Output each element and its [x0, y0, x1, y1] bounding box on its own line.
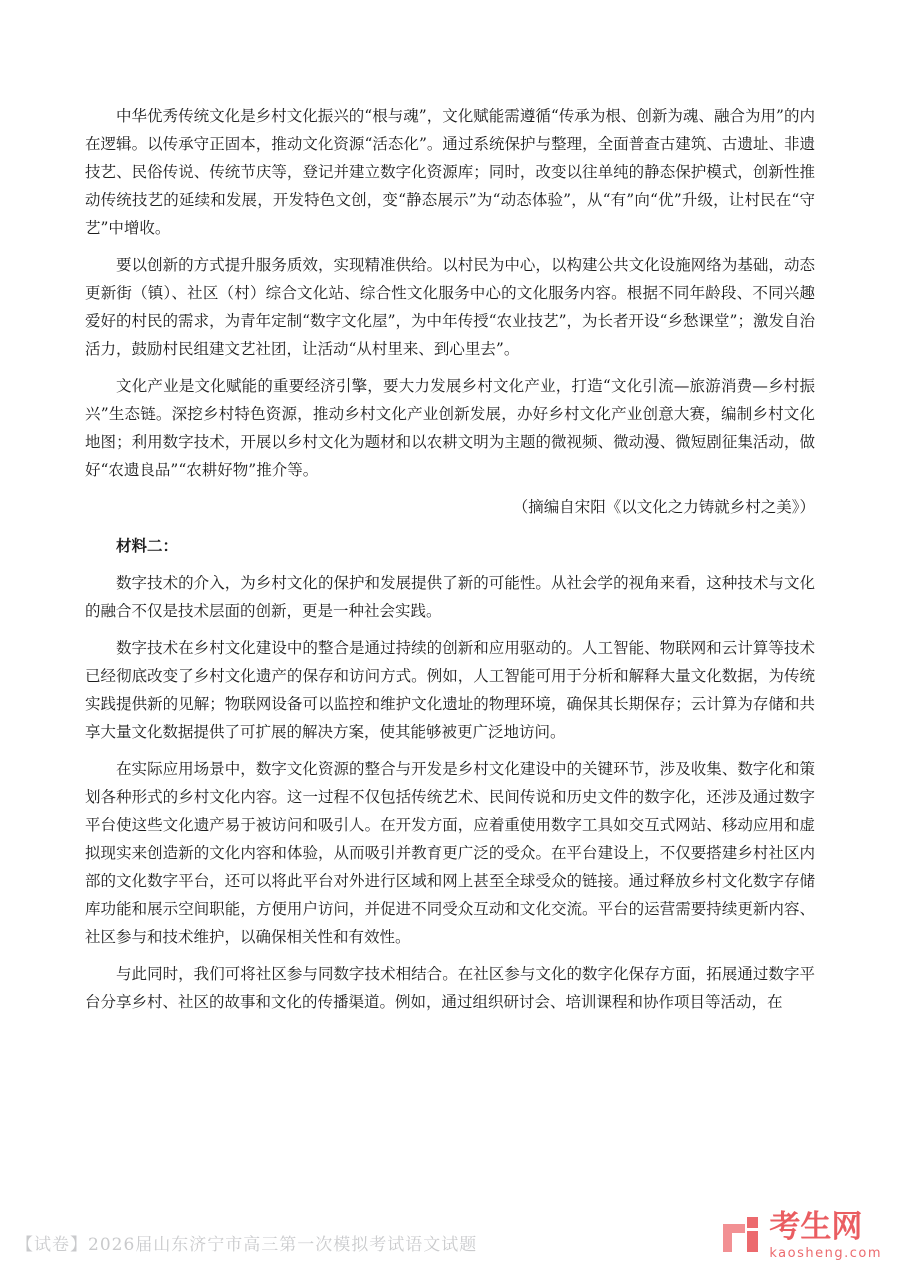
watermark-site-name: 考生网: [769, 1208, 863, 1245]
material-one-paragraph-2: 要以创新的方式提升服务质效，实现精准供给。以村民为中心，以构建公共文化设施网络为基础，动态更新街（镇）、社区（村）综合文化站、综合性文化服务中心的文化服务内容。根据不同年龄段、不同兴趣爱好的村民的需求，为青年定制“数字文化屋”，为中年传授“农业技艺”，为长者开设“乡愁课堂”；激发自治活力，鼓励村民组建文艺社团，让活动“从村里来、到心里去”。: [85, 256, 815, 358]
material-two-heading: 材料二：: [116, 536, 179, 555]
watermark-text-block: [769, 1210, 882, 1261]
footer-exam-title: 【试卷】2026届山东济宁市高三第一次模拟考试语文试题: [16, 1235, 478, 1255]
material-one-paragraph-1: 中华优秀传统文化是乡村文化振兴的“根与魂”，文化赋能需遵循“传承为根、创新为魂、融合为用”的内在逻辑。以传承守正固本，推动文化资源“活态化”。通过系统保护与整理，全面普查古建筑、古遗址、非遗技艺、民俗传说、传统节庆等，登记并建立数字化资源库；同时，改变以往单纯的静态保护模式，创新性推动传统技艺的延续和发展，开发特色文创，变“静态展示”为“动态体验”，从“有”向“优”升级，让村民在“守艺”中增收。: [85, 107, 815, 237]
material-one-attribution: （摘编自宋阳《以文化之力铸就乡村之美》）: [512, 498, 815, 516]
material-one-paragraph-3: 文化产业是文化赋能的重要经济引擎，要大力发展乡村文化产业，打造“文化引流—旅游消费—乡村振兴”生态链。深挖乡村特色资源，推动乡村文化产业创新发展，办好乡村文化产业创意大赛，编制乡村文化地图；利用数字技术，开展以乡村文化为题材和以农耕文明为主题的微视频、微动漫、微短剧征集活动，做好“农遗良品”“农耕好物”推介等。: [85, 377, 815, 479]
kaosheng-watermark: [720, 1210, 882, 1261]
material-two-paragraph-1: 数字技术的介入，为乡村文化的保护和发展提供了新的可能性。从社会学的视角来看，这种技术与文化的融合不仅是技术层面的创新，更是一种社会实践。: [85, 574, 815, 620]
material-two-paragraph-3: 在实际应用场景中，数字文化资源的整合与开发是乡村文化建设中的关键环节，涉及收集、数字化和策划各种形式的乡村文化内容。这一过程不仅包括传统艺术、民间传说和历史文件的数字化，还涉及通过数字平台使这些文化遗产易于被访问和吸引人。在开发方面，应着重使用数字工具如交互式网站、移动应用和虚拟现实来创造新的文化内容和体验，从而吸引并教育更广泛的受众。在平台建设上，不仅要搭建乡村社区内部的文化数字平台，还可以将此平台对外进行区域和网上甚至全球受众的链接。通过释放乡村文化数字存储库功能和展示空间职能，方便用户访问，并促进不同受众互动和文化交流。平台的运营需要持续更新内容、社区参与和技术维护，以确保相关性和有效性。: [85, 760, 815, 946]
material-two-paragraph-2: 数字技术在乡村文化建设中的整合是通过持续的创新和应用驱动的。人工智能、物联网和云计算等技术已经彻底改变了乡村文化遗产的保存和访问方式。例如，人工智能可用于分析和解释大量文化数据，为传统实践提供新的见解；物联网设备可以监控和维护文化遗址的物理环境，确保其长期保存；云计算为存储和共享大量文化数据提供了可扩展的解决方案，使其能够被更广泛地访问。: [85, 639, 815, 741]
document-body: [85, 102, 815, 1016]
kaosheng-logo-icon: [720, 1214, 762, 1256]
material-two-paragraph-4: 与此同时，我们可将社区参与同数字技术相结合。在社区参与文化的数字化保存方面，拓展通过数字平台分享乡村、社区的故事和文化的传播渠道。例如，通过组织研讨会、培训课程和协作项目等活动，在: [85, 965, 815, 1011]
watermark-site-url: kaosheng.com: [769, 1246, 882, 1261]
